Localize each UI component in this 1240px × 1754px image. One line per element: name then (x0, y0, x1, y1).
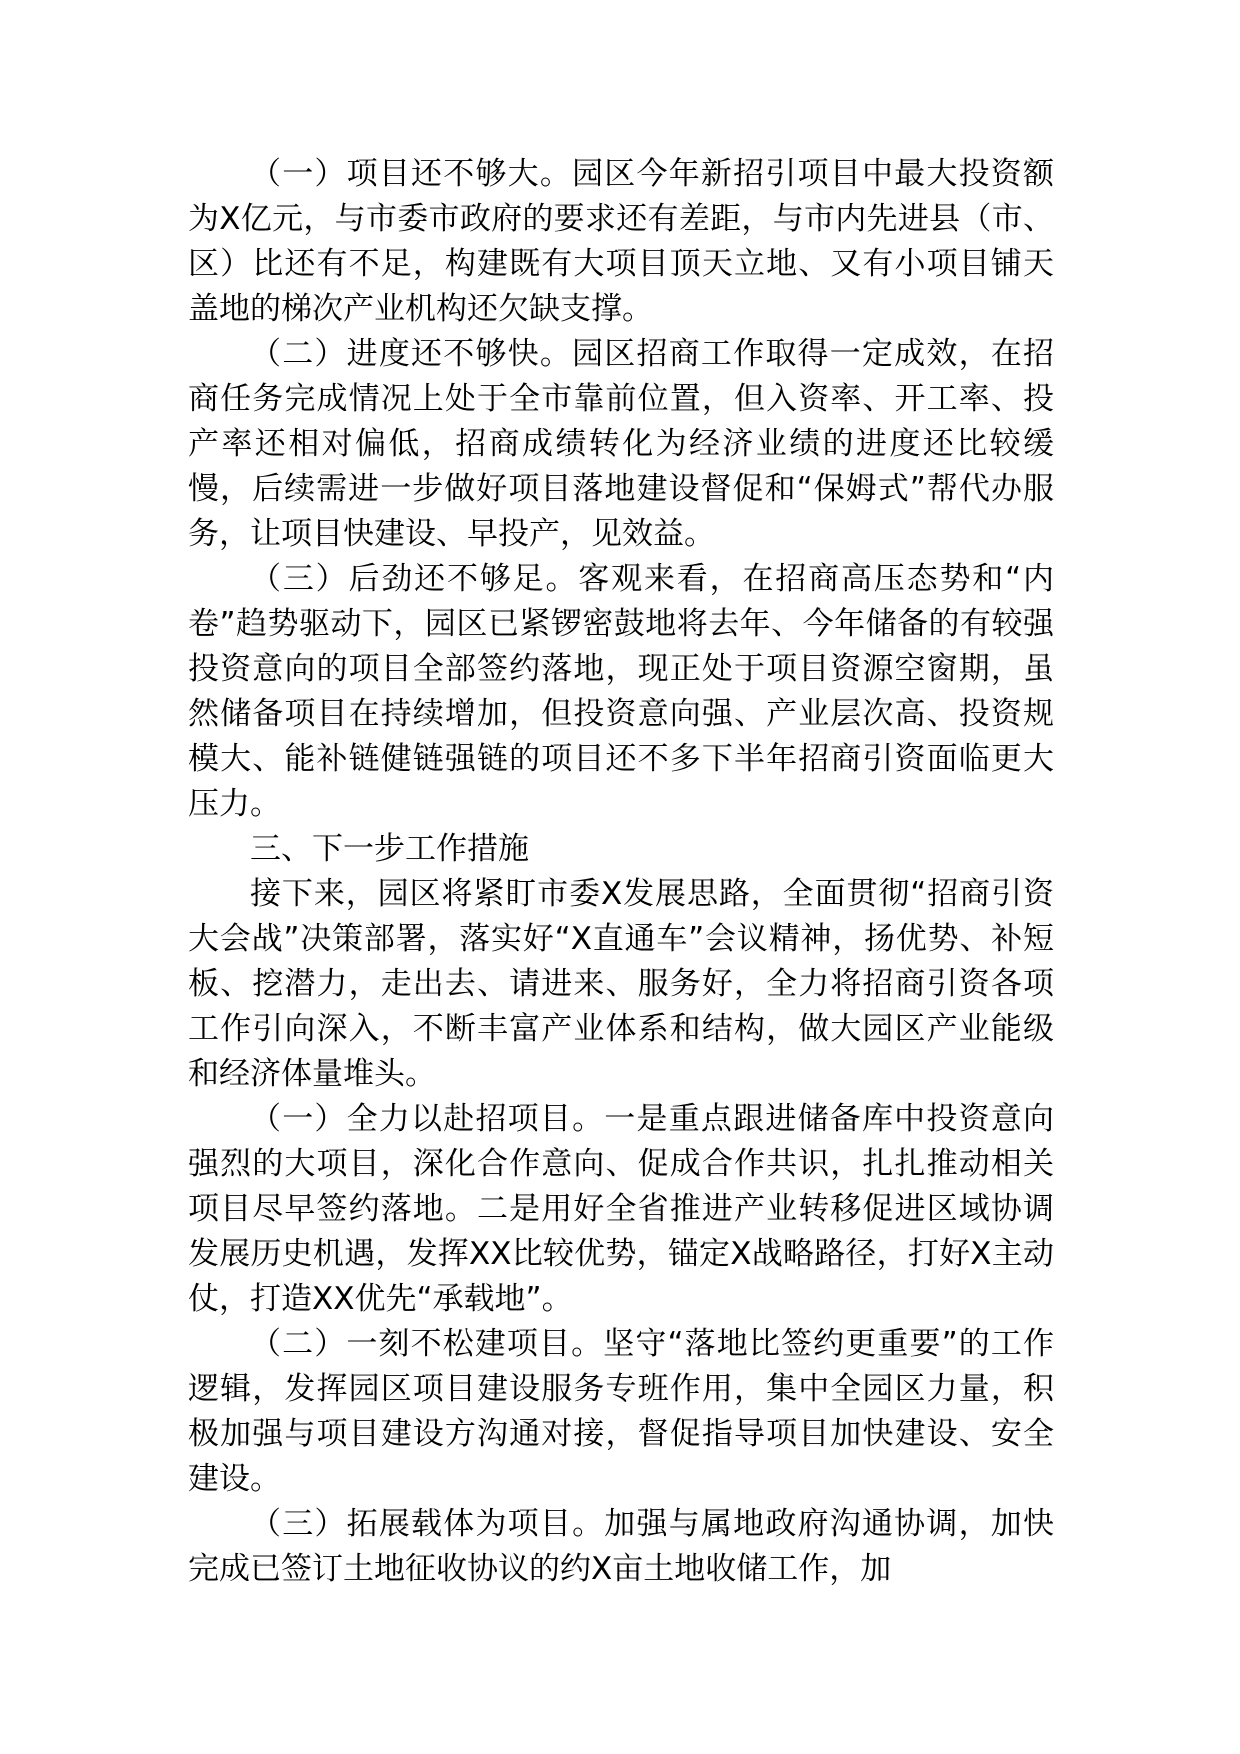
paragraph-measure-1: （一）全力以赴招项目。一是重点跟进储备库中投资意向强烈的大项目，深化合作意向、促成合作共识，扎扎推动相关项目尽早签约落地。二是用好全省推进产业转移促进区域协调发展历史机遇，发挥XX比较优势，锚定X战略路径，打好X主动仗，打造XX优先“承载地”。 (188, 1101, 1054, 1317)
paragraph-intro: 接下来，园区将紧盯市委X发展思路，全面贯彻“招商引资大会战”决策部署，落实好“X直通车”会议精神，扬优势、补短板、挖潜力，走出去、请进来、服务好，全力将招商引资各项工作引向深入，不断丰富产业体系和结构，做大园区产业能级和经济体量堆头。 (188, 876, 1054, 1092)
paragraph-measure-2: （二）一刻不松建项目。坚守“落地比签约更重要”的工作逻辑，发挥园区项目建设服务专班作用，集中全园区力量，积极加强与项目建设方沟通对接，督促指导项目加快建设、安全建设。 (188, 1326, 1054, 1497)
section-heading: 三、下一步工作措施 (250, 831, 529, 867)
paragraph-issue-2: （二）进度还不够快。园区招商工作取得一定成效，在招商任务完成情况上处于全市靠前位置，但入资率、开工率、投产率还相对偏低，招商成绩转化为经济业绩的进度还比较缓慢，后续需进一步做好项目落地建设督促和“保姆式”帮代办服务，让项目快建设、早投产，见效益。 (188, 336, 1054, 552)
paragraph-measure-3: （三）拓展载体为项目。加强与属地政府沟通协调，加快完成已签订土地征收协议的约X亩土地收储工作，加 (188, 1506, 1054, 1587)
document-page (188, 152, 1054, 1592)
paragraph-issue-1: （一）项目还不够大。园区今年新招引项目中最大投资额为X亿元，与市委市政府的要求还有差距，与市内先进县（市、区）比还有不足，构建既有大项目顶天立地、又有小项目铺天盖地的梯次产业机构还欠缺支撑。 (188, 156, 1054, 327)
paragraph-issue-3: （三）后劲还不够足。客观来看，在招商高压态势和“内卷”趋势驱动下，园区已紧锣密鼓地将去年、今年储备的有较强投资意向的项目全部签约落地，现正处于项目资源空窗期，虽然储备项目在持续增加，但投资意向强、产业层次高、投资规模大、能补链健链强链的项目还不多下半年招商引资面临更大压力。 (188, 561, 1054, 822)
